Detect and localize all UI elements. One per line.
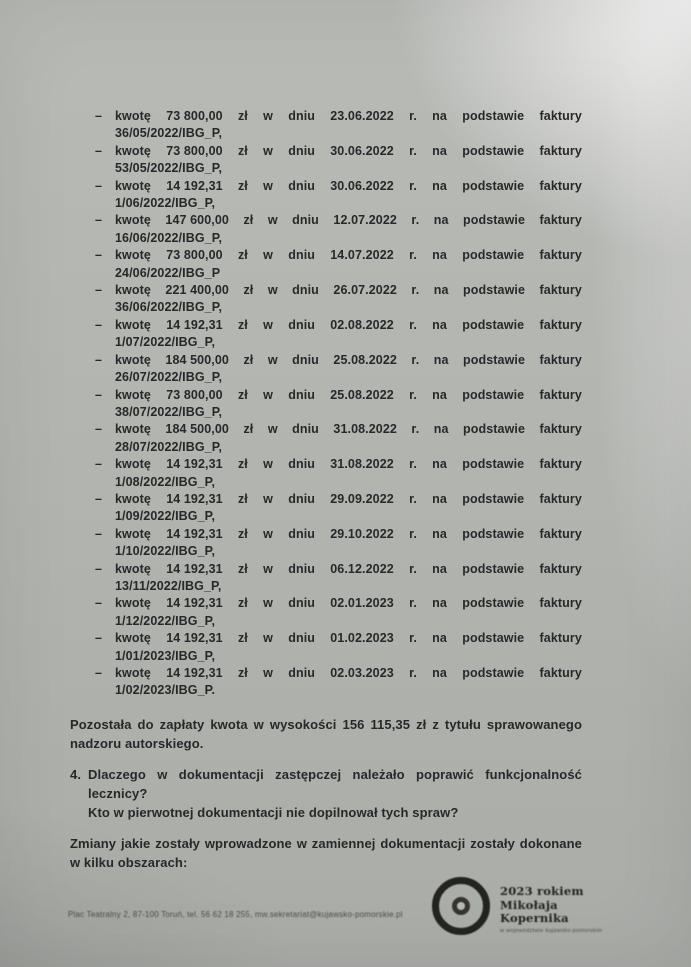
word-podstawie: podstawie: [462, 457, 525, 472]
list-dash-marker: –: [95, 561, 103, 576]
payment-date: 02.03.2023: [330, 666, 394, 680]
word-zl: zł: [243, 352, 254, 367]
word-w: w: [263, 178, 273, 193]
payment-invoice-number: 13/11/2022/IBG_P,: [115, 578, 222, 593]
footer-address: Plac Teatralny 2, 87-100 Toruń, tel. 56 62 18 255, mw.sekretariat@kujawsko-pomorskie.pl: [68, 910, 403, 919]
word-faktury: faktury: [539, 283, 582, 298]
payment-list-item: [70, 352, 582, 387]
word-na: na: [433, 213, 449, 228]
word-na: na: [432, 317, 447, 332]
payment-invoice-number: 16/06/2022/IBG_P,: [115, 230, 223, 245]
word-kwote: kwotę: [115, 631, 151, 646]
word-faktury: faktury: [539, 352, 582, 367]
word-podstawie: podstawie: [462, 526, 525, 541]
word-dniu: dniu: [288, 178, 315, 193]
word-kwote: kwotę: [115, 213, 151, 228]
payment-list-item: [70, 178, 582, 213]
changes-paragraph: [70, 834, 582, 872]
word-faktury: faktury: [539, 631, 582, 646]
word-zl: zł: [243, 213, 254, 228]
list-dash-marker: –: [95, 422, 103, 437]
word-r: r.: [409, 526, 417, 541]
remaining-amount-line2: nadzoru autorskiego.: [70, 735, 204, 751]
payment-invoice-number: 28/07/2022/IBG_P,: [115, 439, 223, 454]
payment-date: 25.08.2022: [330, 387, 394, 402]
word-r: r.: [409, 387, 417, 402]
payment-list-item: [70, 387, 582, 422]
payment-date: 02.08.2022: [330, 317, 394, 332]
changes-line2: w kilku obszarach:: [70, 854, 188, 870]
payment-line: [115, 421, 582, 438]
word-r: r.: [409, 666, 417, 680]
word-faktury: faktury: [539, 387, 582, 402]
word-w: w: [263, 109, 273, 123]
word-zl: zł: [237, 109, 248, 123]
word-zl: zł: [237, 631, 248, 646]
payment-list-item: [70, 143, 582, 178]
word-zl: zł: [237, 178, 248, 193]
word-r: r.: [409, 596, 417, 611]
word-faktury: faktury: [539, 248, 582, 263]
payment-line: [115, 212, 582, 229]
payment-line: [115, 317, 582, 334]
question-line2: Kto w pierwotnej dokumentacji nie dopilnował tych spraw?: [88, 804, 459, 820]
word-dniu: dniu: [292, 213, 319, 228]
list-dash-marker: –: [95, 387, 103, 402]
word-kwote: kwotę: [115, 561, 151, 576]
payment-amount: 14 192,31: [166, 666, 223, 680]
logo-center-dot: [452, 897, 470, 915]
payment-invoice-number: 1/08/2022/IBG_P,: [115, 474, 216, 489]
word-na: na: [432, 178, 447, 193]
word-r: r.: [409, 561, 417, 576]
word-dniu: dniu: [288, 596, 315, 611]
word-r: r.: [411, 283, 420, 298]
word-zl: zł: [237, 248, 248, 263]
word-faktury: faktury: [539, 666, 582, 680]
word-w: w: [263, 317, 273, 332]
payment-amount: 14 192,31: [166, 491, 223, 506]
word-dniu: dniu: [288, 457, 315, 472]
payment-date: 26.07.2022: [333, 283, 397, 298]
word-dniu: dniu: [288, 666, 315, 680]
word-dniu: dniu: [288, 631, 315, 646]
payments-list: [70, 108, 582, 700]
word-r: r.: [409, 143, 417, 158]
word-faktury: faktury: [539, 178, 582, 193]
word-kwote: kwotę: [115, 178, 151, 193]
word-kwote: kwotę: [115, 109, 151, 123]
payment-date: 02.01.2023: [330, 596, 394, 611]
word-dniu: dniu: [292, 422, 319, 437]
word-faktury: faktury: [539, 317, 582, 332]
payment-line: [115, 630, 582, 647]
word-zl: zł: [237, 457, 248, 472]
payment-date: 29.10.2022: [330, 526, 394, 541]
logo-caption-line3: w województwie kujawsko-pomorskim: [500, 927, 603, 934]
list-dash-marker: –: [95, 596, 103, 611]
word-w: w: [267, 422, 278, 437]
list-dash-marker: –: [95, 457, 103, 472]
list-dash-marker: –: [95, 109, 103, 123]
word-faktury: faktury: [539, 561, 582, 576]
list-dash-marker: –: [95, 491, 103, 506]
payment-line: [115, 247, 582, 264]
word-r: r.: [411, 422, 420, 437]
word-zl: zł: [237, 666, 248, 680]
word-zl: zł: [237, 317, 248, 332]
word-na: na: [432, 561, 447, 576]
word-faktury: faktury: [539, 143, 582, 158]
list-dash-marker: –: [95, 178, 103, 193]
payment-date: 14.07.2022: [330, 248, 394, 263]
word-na: na: [432, 491, 447, 506]
payment-list-item: [70, 595, 582, 630]
word-podstawie: podstawie: [462, 109, 525, 123]
payment-date: 31.08.2022: [333, 422, 397, 437]
word-faktury: faktury: [539, 457, 582, 472]
payment-line: [115, 108, 582, 125]
word-kwote: kwotę: [115, 526, 151, 541]
word-kwote: kwotę: [115, 317, 151, 332]
payment-date: 29.09.2022: [330, 491, 394, 506]
word-w: w: [267, 352, 278, 367]
list-dash-marker: –: [95, 248, 103, 263]
word-r: r.: [409, 317, 417, 332]
word-podstawie: podstawie: [462, 666, 525, 680]
question-4: [70, 765, 582, 822]
payment-line: [115, 387, 582, 404]
word-r: r.: [409, 178, 417, 193]
payment-date: 30.06.2022: [330, 143, 394, 158]
payment-amount: 147 600,00: [165, 213, 229, 228]
payment-amount: 14 192,31: [166, 457, 223, 472]
word-r: r.: [411, 352, 420, 367]
word-kwote: kwotę: [115, 352, 151, 367]
payment-invoice-number: 24/06/2022/IBG_P: [115, 265, 221, 280]
list-dash-marker: –: [95, 213, 103, 228]
payment-line: [115, 665, 582, 682]
word-w: w: [263, 143, 273, 158]
payment-amount: 14 192,31: [166, 178, 223, 193]
payment-invoice-number: 53/05/2022/IBG_P,: [115, 161, 223, 176]
payment-amount: 184 500,00: [165, 422, 229, 437]
word-faktury: faktury: [539, 491, 582, 506]
payment-line: [115, 561, 582, 578]
payment-amount: 184 500,00: [165, 352, 229, 367]
word-na: na: [432, 457, 447, 472]
word-zl: zł: [237, 143, 248, 158]
payment-line: [115, 352, 582, 369]
payment-amount: 73 800,00: [166, 109, 223, 123]
word-na: na: [432, 631, 447, 646]
word-faktury: faktury: [539, 422, 582, 437]
word-dniu: dniu: [288, 143, 315, 158]
word-podstawie: podstawie: [462, 143, 525, 158]
question-number: 4.: [70, 766, 82, 782]
word-dniu: dniu: [288, 561, 315, 576]
word-zl: zł: [237, 526, 248, 541]
remaining-amount-paragraph: [70, 715, 582, 753]
word-w: w: [263, 248, 273, 263]
payment-line: [115, 456, 582, 473]
word-r: r.: [409, 248, 417, 263]
payment-date: 12.07.2022: [333, 213, 397, 228]
word-podstawie: podstawie: [462, 561, 525, 576]
word-podstawie: podstawie: [463, 213, 526, 228]
word-dniu: dniu: [292, 283, 319, 298]
word-podstawie: podstawie: [462, 491, 525, 506]
word-kwote: kwotę: [115, 283, 151, 298]
word-podstawie: podstawie: [462, 387, 525, 402]
payment-list-item: [70, 282, 582, 317]
payment-invoice-number: 38/07/2022/IBG_P,: [115, 404, 223, 419]
payment-list-item: [70, 561, 582, 596]
word-podstawie: podstawie: [462, 178, 525, 193]
word-w: w: [267, 213, 278, 228]
word-zl: zł: [243, 422, 254, 437]
word-dniu: dniu: [288, 317, 315, 332]
word-w: w: [263, 596, 273, 611]
word-na: na: [433, 352, 449, 367]
word-podstawie: podstawie: [463, 352, 526, 367]
payment-invoice-number: 36/06/2022/IBG_P,: [115, 300, 223, 315]
copernicus-anniversary-logo-icon: [432, 877, 490, 935]
word-dniu: dniu: [288, 526, 315, 541]
payment-list-item: [70, 212, 582, 247]
word-kwote: kwotę: [115, 387, 151, 402]
payment-invoice-number: 1/12/2022/IBG_P,: [115, 613, 216, 628]
payment-date: 01.02.2023: [330, 631, 394, 646]
payment-line: [115, 491, 582, 508]
payment-list-item: [70, 317, 582, 352]
word-w: w: [263, 561, 273, 576]
word-r: r.: [409, 491, 417, 506]
payment-line: [115, 595, 582, 612]
word-podstawie: podstawie: [462, 317, 525, 332]
payment-amount: 14 192,31: [166, 596, 223, 611]
word-na: na: [432, 526, 447, 541]
word-zl: zł: [237, 596, 248, 611]
payment-list-item: [70, 456, 582, 491]
payment-date: 06.12.2022: [330, 561, 394, 576]
payment-amount: 14 192,31: [166, 631, 223, 646]
word-kwote: kwotę: [115, 457, 151, 472]
word-na: na: [432, 666, 447, 680]
word-podstawie: podstawie: [462, 631, 525, 646]
logo-caption-line2: Mikołaja Kopernika: [500, 897, 569, 925]
word-dniu: dniu: [288, 248, 315, 263]
word-na: na: [432, 248, 447, 263]
word-faktury: faktury: [539, 109, 582, 123]
word-w: w: [263, 491, 273, 506]
list-dash-marker: –: [95, 283, 103, 298]
word-dniu: dniu: [292, 352, 319, 367]
word-podstawie: podstawie: [463, 283, 526, 298]
word-na: na: [432, 596, 447, 611]
payment-list-item: [70, 421, 582, 456]
word-faktury: faktury: [539, 526, 582, 541]
word-na: na: [433, 422, 449, 437]
word-kwote: kwotę: [115, 248, 151, 263]
payment-invoice-number: 26/07/2022/IBG_P,: [115, 370, 223, 385]
list-dash-marker: –: [95, 666, 103, 680]
word-kwote: kwotę: [115, 666, 151, 680]
word-faktury: faktury: [539, 596, 582, 611]
word-kwote: kwotę: [115, 491, 151, 506]
word-dniu: dniu: [288, 109, 315, 123]
word-zl: zł: [237, 491, 248, 506]
word-podstawie: podstawie: [462, 596, 525, 611]
word-w: w: [267, 283, 278, 298]
question-line1: Dlaczego w dokumentacji zastępczej należało poprawić funkcjonalność lecznicy?: [88, 766, 582, 801]
remaining-amount-line1: Pozostała do zapłaty kwota w wysokości 156 115,35 zł z tytułu sprawowanego: [70, 716, 582, 732]
payment-amount: 73 800,00: [166, 387, 223, 402]
payment-amount: 14 192,31: [166, 561, 223, 576]
payment-line: [115, 143, 582, 160]
word-w: w: [263, 526, 273, 541]
word-na: na: [432, 387, 447, 402]
logo-caption-line1: 2023 rokiem: [500, 884, 584, 898]
word-kwote: kwotę: [115, 422, 151, 437]
word-r: r.: [411, 213, 420, 228]
word-na: na: [432, 109, 447, 123]
payment-line: [115, 178, 582, 195]
word-zl: zł: [237, 561, 248, 576]
payment-invoice-number: 1/02/2023/IBG_P.: [115, 683, 216, 698]
list-dash-marker: –: [95, 317, 103, 332]
payment-list-item: [70, 247, 582, 282]
word-dniu: dniu: [288, 387, 315, 402]
payment-amount: 14 192,31: [166, 526, 223, 541]
word-r: r.: [409, 457, 417, 472]
payment-list-item: [70, 526, 582, 561]
word-r: r.: [409, 109, 417, 123]
payment-invoice-number: 1/07/2022/IBG_P,: [115, 335, 216, 350]
list-dash-marker: –: [95, 631, 103, 646]
word-kwote: kwotę: [115, 596, 151, 611]
payment-line: [115, 282, 582, 299]
word-podstawie: podstawie: [462, 248, 525, 263]
word-w: w: [263, 666, 273, 680]
payment-amount: 73 800,00: [166, 143, 223, 158]
payment-date: 25.08.2022: [333, 352, 397, 367]
payment-date: 23.06.2022: [330, 109, 394, 123]
payment-invoice-number: 1/10/2022/IBG_P,: [115, 544, 216, 559]
payment-date: 31.08.2022: [330, 457, 394, 472]
payment-date: 30.06.2022: [330, 178, 394, 193]
list-dash-marker: –: [95, 526, 103, 541]
logo-caption: [500, 885, 620, 934]
payment-list-item: [70, 491, 582, 526]
payment-invoice-number: 1/09/2022/IBG_P,: [115, 509, 216, 524]
word-kwote: kwotę: [115, 143, 151, 158]
payment-amount: 14 192,31: [166, 317, 223, 332]
payment-list-item: [70, 108, 582, 143]
word-w: w: [263, 387, 273, 402]
word-dniu: dniu: [288, 491, 315, 506]
word-r: r.: [409, 631, 417, 646]
payment-invoice-number: 1/06/2022/IBG_P,: [115, 196, 216, 211]
word-zl: zł: [237, 387, 248, 402]
word-w: w: [263, 631, 273, 646]
word-na: na: [432, 143, 447, 158]
payment-list-item: [70, 665, 582, 700]
word-w: w: [263, 457, 273, 472]
word-podstawie: podstawie: [463, 422, 526, 437]
word-zl: zł: [243, 283, 254, 298]
payment-line: [115, 526, 582, 543]
payment-amount: 221 400,00: [165, 283, 229, 298]
payment-amount: 73 800,00: [166, 248, 223, 263]
payment-invoice-number: 1/01/2023/IBG_P,: [115, 648, 216, 663]
list-dash-marker: –: [95, 352, 103, 367]
changes-line1: Zmiany jakie zostały wprowadzone w zamiennej dokumentacji zostały dokonane: [70, 835, 582, 851]
payment-invoice-number: 36/05/2022/IBG_P,: [115, 126, 223, 141]
word-faktury: faktury: [539, 213, 582, 228]
list-dash-marker: –: [95, 143, 103, 158]
page-body: [70, 108, 582, 872]
word-na: na: [433, 283, 449, 298]
payment-list-item: [70, 630, 582, 665]
